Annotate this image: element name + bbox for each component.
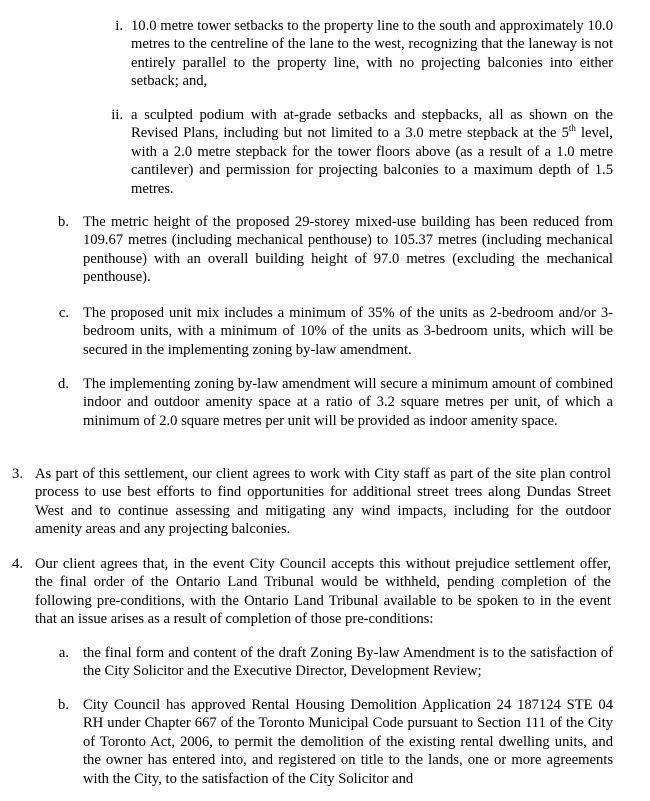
list-marker: d. [58,376,69,392]
list-item-text: a sculpted podium with at-grade setbacks and stepbacks, all as shown on the Revised Plans, including but not limited to a 3.0 metre stepback at the 5th level, with a 2.0 metre stepback for the tower floors above (as a result of a 1.0 metre cantilever) and permission for projecting balconies to a maximum depth of 1.5 metres. [131,107,613,197]
list-marker: b. [58,214,69,230]
list-item-text: The metric height of the proposed 29-storey mixed-use building has been reduced from 109.67 metres (including mechanical penthouse) to 105.37 metres (including mechanical penthouse) with an overall building height of 97.0 metres (excluding the mechanical penthouse). [83,214,613,286]
list-item-text: The implementing zoning by-law amendment will secure a minimum amount of combined indoor and outdoor amenity space at a ratio of 3.2 square metres per unit, of which a minimum of 2.0 square metres per unit will be provided as indoor amenity space. [83,376,613,429]
list-item-c [52,304,613,359]
list-item-b [52,696,613,788]
list-item-text: City Council has approved Rental Housing Demolition Application 24 187124 STE 04 RH under Chapter 667 of the Toronto Municipal Code pursuant to Section 111 of the City of Toronto Act, 2006, to permit the demolition of the existing rental dwelling units, and the owner has entered into, and registered on title to the lands, one or more agreements with the City, to the satisfaction of the City Solicitor and [83,697,613,787]
list-item-text: the final form and content of the draft Zoning By-law Amendment is to the satisfaction of the City Solicitor and the Executive Director, Development Review; [83,645,613,680]
list-marker: ii. [111,107,123,123]
list-item-text: Our client agrees that, in the event City Council accepts this without prejudice settlement offer, the final order of the Ontario Land Tribunal would be withheld, pending completion of the following pre-conditions, with the Ontario Land Tribunal available to be spoken to in the event that an issue arises as a result of completion of those pre-conditions: [35,556,611,628]
list-item-b [52,213,613,287]
list-item-text: The proposed unit mix includes a minimum of 35% of the units as 2-bedroom and/or 3-bedroom units, with a minimum of 10% of the units as 3-bedroom units, which will be secured in the implementing zoning by-law amendment. [83,305,613,358]
list-item-4 [0,555,611,629]
list-item-text: As part of this settlement, our client agrees to work with City staff as part of the site plan control process to use best efforts to find opportunities for additional street trees along Dundas Street West and to continue assessing and mitigating any wind impacts, including for the outdoor amenity areas and any projecting balconies. [35,466,611,538]
list-marker: c. [58,305,69,321]
superscript: th [568,123,576,134]
list-item-i [100,17,613,91]
list-marker: i. [115,18,123,34]
list-item-3 [0,465,611,539]
list-item-d [52,375,613,430]
list-marker: 3. [12,466,23,482]
list-marker: b. [58,697,69,713]
list-item-a [52,644,613,681]
list-item-ii [100,106,613,198]
list-item-text: 10.0 metre tower setbacks to the property line to the south and approximately 10.0 metres to the centreline of the lane to the west, recognizing that the laneway is not entirely parallel to the property line, with no projecting balconies into either setback; and, [131,18,613,90]
list-marker: 4. [12,556,23,572]
list-marker: a. [58,645,69,661]
